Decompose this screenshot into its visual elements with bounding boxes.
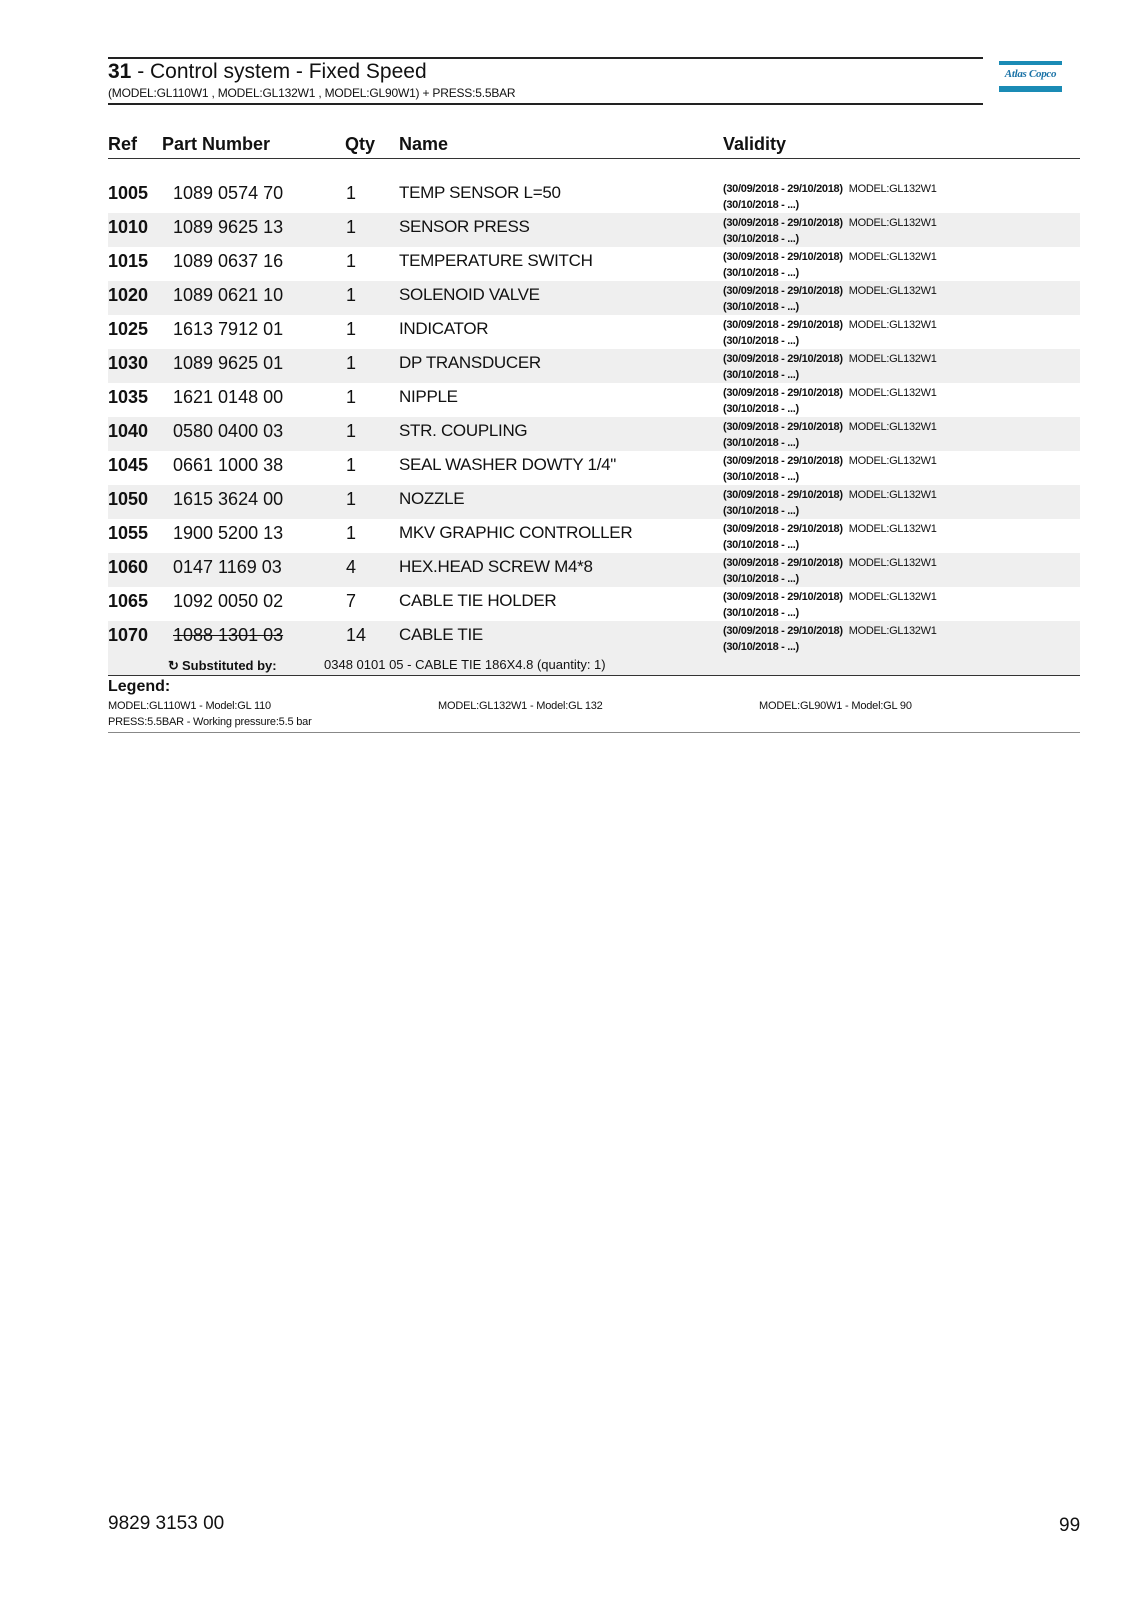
legend-item: PRESS:5.5BAR - Working pressure:5.5 bar: [108, 716, 312, 728]
row-validity: [723, 453, 937, 485]
validity-model: MODEL:GL132W1: [848, 285, 937, 297]
validity-model: MODEL:GL132W1: [848, 421, 937, 433]
row-part-number: 1613 7912 01: [173, 319, 284, 339]
row-name: TEMPERATURE SWITCH: [399, 251, 593, 270]
page-header: [108, 57, 983, 105]
validity-model: MODEL:GL132W1: [848, 591, 937, 603]
row-qty: 4: [346, 557, 357, 577]
row-name: DP TRANSDUCER: [399, 353, 541, 372]
validity-model: MODEL:GL132W1: [848, 319, 937, 331]
table-row: [108, 281, 1080, 315]
validity-dates: (30/09/2018 - 29/10/2018): [723, 319, 843, 331]
row-name: SOLENOID VALVE: [399, 285, 540, 304]
row-part-number: 1900 5200 13: [173, 523, 284, 543]
substitution-row: [108, 655, 1080, 676]
row-validity: [723, 623, 937, 655]
table-row: [108, 485, 1080, 519]
table-row: [108, 247, 1080, 281]
row-qty: 1: [346, 251, 357, 271]
page-title: [108, 60, 427, 84]
legend: [108, 678, 1080, 733]
substitution-label: Substituted by:: [182, 658, 277, 673]
table-row: [108, 315, 1080, 349]
row-name: TEMP SENSOR L=50: [399, 183, 561, 202]
validity-model: MODEL:GL132W1: [848, 217, 937, 229]
row-validity: [723, 351, 937, 383]
validity-model: MODEL:GL132W1: [848, 353, 937, 365]
row-qty: 14: [346, 625, 367, 645]
row-ref: 1040: [108, 421, 149, 441]
table-row: [108, 383, 1080, 417]
validity-from: (30/10/2018 - ...): [723, 641, 799, 653]
validity-from: (30/10/2018 - ...): [723, 403, 799, 415]
row-validity: [723, 215, 937, 247]
row-validity: [723, 555, 937, 587]
row-ref: 1035: [108, 387, 149, 407]
validity-dates: (30/09/2018 - 29/10/2018): [723, 421, 843, 433]
row-validity: [723, 249, 937, 281]
row-part-number: 1089 9625 13: [173, 217, 284, 237]
row-qty: 7: [346, 591, 357, 611]
validity-from: (30/10/2018 - ...): [723, 301, 799, 313]
row-name: NOZZLE: [399, 489, 465, 508]
logo-bottom-bar: [999, 86, 1062, 92]
validity-from: (30/10/2018 - ...): [723, 573, 799, 585]
row-ref: 1070: [108, 625, 149, 645]
validity-dates: (30/09/2018 - 29/10/2018): [723, 285, 843, 297]
validity-model: MODEL:GL132W1: [848, 251, 937, 263]
row-name: NIPPLE: [399, 387, 458, 406]
row-qty: 1: [346, 353, 357, 373]
row-qty: 1: [346, 217, 357, 237]
validity-from: (30/10/2018 - ...): [723, 233, 799, 245]
row-part-number: 0580 0400 03: [173, 421, 284, 441]
substitution-value: 0348 0101 05 - CABLE TIE 186X4.8 (quantity: 1): [324, 657, 606, 672]
page-subtitle: (MODEL:GL110W1 , MODEL:GL132W1 , MODEL:GL90W1) + PRESS:5.5BAR: [108, 86, 516, 100]
validity-from: (30/10/2018 - ...): [723, 267, 799, 279]
row-ref: 1045: [108, 455, 149, 475]
validity-model: MODEL:GL132W1: [848, 557, 937, 569]
validity-dates: (30/09/2018 - 29/10/2018): [723, 251, 843, 263]
validity-dates: (30/09/2018 - 29/10/2018): [723, 591, 843, 603]
validity-dates: (30/09/2018 - 29/10/2018): [723, 625, 843, 637]
validity-model: MODEL:GL132W1: [848, 625, 937, 637]
row-name: HEX.HEAD SCREW M4*8: [399, 557, 593, 576]
table-row: [108, 179, 1080, 213]
table-header: [108, 131, 1080, 159]
row-validity: [723, 283, 937, 315]
validity-model: MODEL:GL132W1: [848, 455, 937, 467]
row-qty: 1: [346, 421, 357, 441]
table-row: [108, 519, 1080, 553]
validity-from: (30/10/2018 - ...): [723, 505, 799, 517]
section-number: 31: [108, 60, 132, 83]
row-part-number: 1089 0637 16: [173, 251, 284, 271]
validity-dates: (30/09/2018 - 29/10/2018): [723, 387, 843, 399]
row-qty: 1: [346, 387, 357, 407]
refresh-icon: ↻: [168, 658, 179, 673]
row-ref: 1050: [108, 489, 149, 509]
row-part-number: 1621 0148 00: [173, 387, 284, 407]
row-name: CABLE TIE: [399, 625, 483, 644]
validity-model: MODEL:GL132W1: [848, 183, 937, 195]
section-title: - Control system - Fixed Speed: [131, 60, 427, 83]
row-validity: [723, 419, 937, 451]
header-name: Name: [399, 134, 449, 154]
validity-dates: (30/09/2018 - 29/10/2018): [723, 217, 843, 229]
row-qty: 1: [346, 455, 357, 475]
table-row: [108, 587, 1080, 621]
row-part-number: 0661 1000 38: [173, 455, 284, 475]
validity-dates: (30/09/2018 - 29/10/2018): [723, 183, 843, 195]
row-qty: 1: [346, 319, 357, 339]
legend-item: MODEL:GL90W1 - Model:GL 90: [759, 700, 912, 712]
table-row: [108, 451, 1080, 485]
legend-item: MODEL:GL132W1 - Model:GL 132: [438, 700, 603, 712]
validity-dates: (30/09/2018 - 29/10/2018): [723, 523, 843, 535]
table-row: [108, 553, 1080, 587]
validity-dates: (30/09/2018 - 29/10/2018): [723, 489, 843, 501]
row-validity: [723, 589, 937, 621]
row-part-number: 1092 0050 02: [173, 591, 284, 611]
document-number: 9829 3153 00: [108, 1513, 225, 1534]
header-qty: Qty: [345, 134, 376, 154]
table-row: [108, 417, 1080, 451]
logo-text: Atlas Copco: [1004, 68, 1057, 80]
row-part-number: 1089 0621 10: [173, 285, 284, 305]
validity-dates: (30/09/2018 - 29/10/2018): [723, 455, 843, 467]
row-validity: [723, 385, 937, 417]
row-name: SENSOR PRESS: [399, 217, 530, 236]
row-part-number: 1089 0574 70: [173, 183, 284, 203]
row-qty: 1: [346, 285, 357, 305]
row-ref: 1005: [108, 183, 149, 203]
validity-from: (30/10/2018 - ...): [723, 199, 799, 211]
header-validity: Validity: [723, 134, 787, 154]
row-ref: 1020: [108, 285, 149, 305]
validity-from: (30/10/2018 - ...): [723, 335, 799, 347]
row-qty: 1: [346, 183, 357, 203]
row-validity: [723, 181, 937, 213]
row-part-number: 1615 3624 00: [173, 489, 284, 509]
header-part-number: Part Number: [162, 134, 271, 154]
validity-dates: (30/09/2018 - 29/10/2018): [723, 557, 843, 569]
row-name: CABLE TIE HOLDER: [399, 591, 557, 610]
table-row: [108, 213, 1080, 247]
row-ref: 1065: [108, 591, 149, 611]
row-ref: 1015: [108, 251, 149, 271]
row-ref: 1055: [108, 523, 149, 543]
validity-from: (30/10/2018 - ...): [723, 437, 799, 449]
header-ref: Ref: [108, 134, 138, 154]
validity-from: (30/10/2018 - ...): [723, 369, 799, 381]
validity-dates: (30/09/2018 - 29/10/2018): [723, 353, 843, 365]
row-qty: 1: [346, 489, 357, 509]
row-name: SEAL WASHER DOWTY 1/4": [399, 455, 617, 474]
row-part-number: 1089 9625 01: [173, 353, 284, 373]
row-ref: 1060: [108, 557, 149, 577]
validity-from: (30/10/2018 - ...): [723, 539, 799, 551]
row-validity: [723, 487, 937, 519]
substitution-label-group: [168, 658, 277, 674]
atlas-copco-logo: [999, 61, 1062, 94]
row-ref: 1025: [108, 319, 149, 339]
page-number: 99: [1059, 1515, 1081, 1536]
validity-model: MODEL:GL132W1: [848, 387, 937, 399]
validity-model: MODEL:GL132W1: [848, 523, 937, 535]
row-validity: [723, 317, 937, 349]
validity-from: (30/10/2018 - ...): [723, 471, 799, 483]
legend-title: Legend:: [108, 678, 171, 695]
row-qty: 1: [346, 523, 357, 543]
validity-model: MODEL:GL132W1: [848, 489, 937, 501]
row-name: STR. COUPLING: [399, 421, 528, 440]
legend-item: MODEL:GL110W1 - Model:GL 110: [108, 700, 271, 712]
row-name: MKV GRAPHIC CONTROLLER: [399, 523, 633, 542]
row-ref: 1010: [108, 217, 149, 237]
validity-from: (30/10/2018 - ...): [723, 607, 799, 619]
table-row: [108, 349, 1080, 383]
row-ref: 1030: [108, 353, 149, 373]
table-row: [108, 621, 1080, 655]
row-name: INDICATOR: [399, 319, 489, 338]
row-part-number: 1088 1301 03: [173, 625, 284, 645]
logo-top-bar: [999, 61, 1062, 65]
row-validity: [723, 521, 937, 553]
parts-table-body: [108, 179, 1080, 676]
row-part-number: 0147 1169 03: [173, 557, 282, 577]
